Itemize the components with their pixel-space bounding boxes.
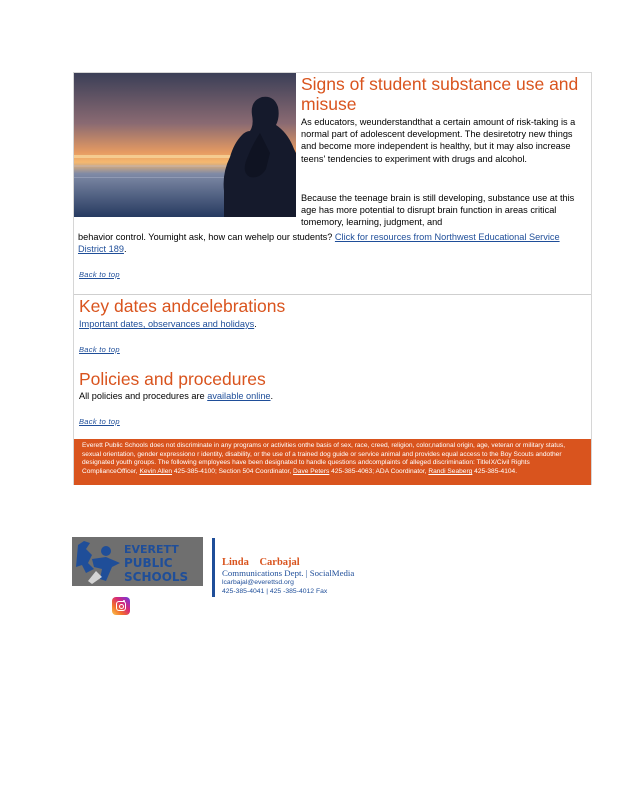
policies-text: All policies and procedures are	[79, 391, 205, 401]
contact-link-dave[interactable]: Dave Peters	[293, 468, 330, 476]
policies-title: Policies and procedures	[79, 369, 266, 389]
substance-para2-cont	[78, 231, 588, 255]
policies-link-suffix: .	[270, 391, 274, 401]
substance-section	[74, 72, 591, 294]
contact-link-randi[interactable]: Randi Seaberg	[428, 468, 473, 476]
footer-text-3: 425-385-4063; ADA Coordinator,	[329, 468, 429, 476]
available-online-link[interactable]: available online	[207, 391, 271, 401]
keydates-link-suffix: .	[254, 319, 257, 329]
logo-line2: PUBLIC	[124, 556, 173, 570]
resources-link[interactable]: Click for resources from Northwest Educational Service District 189	[78, 232, 560, 255]
back-to-top-link[interactable]: Back to top	[79, 417, 120, 426]
substance-title: Signs of student substance use and misuse	[301, 74, 579, 114]
dates-policies-section	[74, 295, 591, 439]
substance-para1: As educators, weunderstandthat a certain amount of risk-taking is a normal part of adolescent development. The desiretotry new things and become more independent is healthy, but it may also increase teens' tendencies to experiment with drugs and alcohol.	[301, 117, 576, 164]
everett-logo	[72, 537, 203, 586]
substance-para2-text: behavior control. Youmight ask, how can wehelp our students?	[78, 232, 333, 242]
signature-dept: Communications Dept. | SocialMedia	[222, 568, 355, 578]
keydates-title: Key dates andcelebrations	[79, 296, 286, 316]
back-to-top-link[interactable]: Back to top	[79, 345, 120, 354]
instagram-icon[interactable]	[112, 597, 130, 615]
newsletter-body	[73, 72, 592, 485]
resources-link-suffix: .	[123, 244, 127, 255]
signature-divider	[212, 538, 215, 597]
substance-para2: Because the teenage brain is still developing, substance use at this age has more potential to disrupt brain function in areas critical tomemory, learning, judgment, and	[301, 193, 575, 228]
contact-link-kevin[interactable]: Kevin Allen	[139, 468, 173, 476]
footer-text-2: 425-385-4100; Section 504 Coordinator,	[172, 468, 294, 476]
keydates-line	[79, 318, 257, 330]
nondiscrimination-footer	[74, 439, 591, 485]
footer-text: Everett Public Schools does not discriminate in any programs or activities onthe basis of sex, race, creed, religion, color,national origin, age, veteran or military status, sexual orientation, gender expressiono r identity, disability, or the use of a trained dog guide or service animal and provides equal access to the Boy Scouts andother designated youth groups. The following employees have been designated to handle questions andcomplaints of alleged discrimination: TitleIX/Civil Rights ComplianceOfficer,	[82, 442, 566, 476]
logo-line3: SCHOOLS	[124, 570, 189, 584]
signature-email: lcarbajal@everettsd.org	[222, 579, 294, 586]
back-to-top-link[interactable]: Back to top	[79, 270, 120, 279]
important-dates-link[interactable]: Important dates, observances and holidays	[79, 319, 255, 329]
footer-text-4: 425-385-4104.	[472, 468, 518, 476]
signature-name: Linda Carbajal	[222, 557, 300, 568]
logo-line1: EVERETT	[124, 543, 179, 556]
policies-line	[79, 390, 273, 402]
signature-phone: 425-385-4041 | 425 -385-4012 Fax	[222, 588, 328, 595]
silhouette-photo	[74, 73, 296, 217]
